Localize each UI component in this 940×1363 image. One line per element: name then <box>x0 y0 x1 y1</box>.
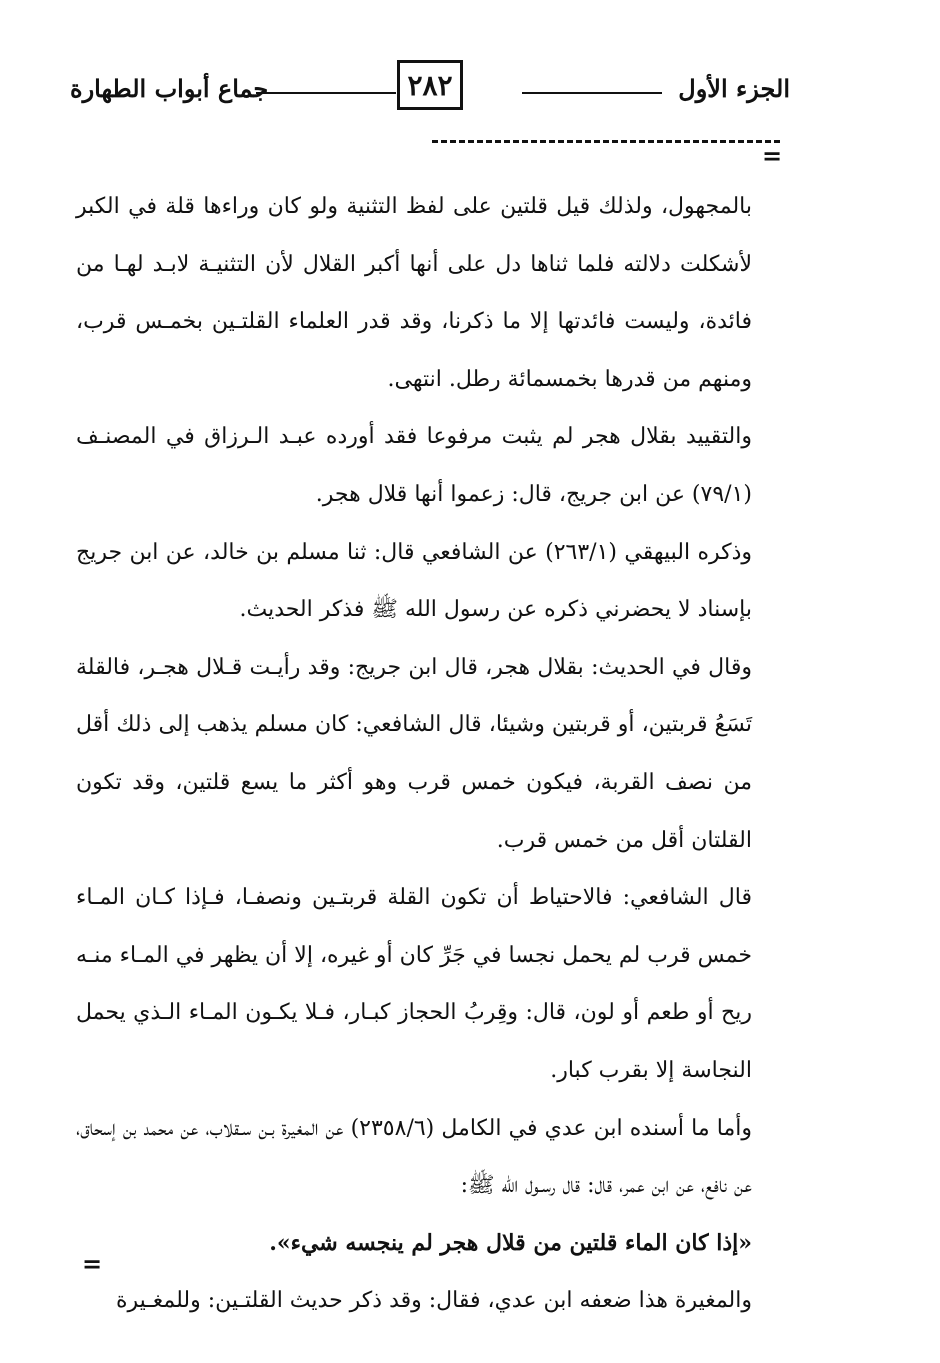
page-body <box>76 178 752 1330</box>
paragraph-6: وأما ما أسنده ابن عدي في الكامل (٢٣٥٨/٦) عن المغيرة بـن سـقلاب، عن محمد بن إسحاق، عن نافع، عن ابن عمر، قال: قال رسـول الله ﷺ: <box>76 1115 752 1199</box>
paragraph-3: وذكره البيهقي (٢٦٣/١) عن الشافعي قال: ثنا مسلم بن خالد، عن ابن جريج بإسناد لا يحضرني ذكره عن رسول الله ﷺ فذكر الحديث. <box>76 539 753 623</box>
continuation-mark-bottom: = <box>82 1249 103 1278</box>
paragraph-7: والمغيرة هذا ضعفه ابن عدي، فقال: وقد ذكر حديث القلتـين: وللمغـيرة <box>116 1288 752 1314</box>
header-rule-right <box>522 92 662 94</box>
continuation-mark-top: = <box>762 141 783 170</box>
volume-label: الجزء الأول <box>678 74 790 103</box>
hadith-quote: «إذا كان الماء قلتين من قلال هجر لم ينجسه شيء». <box>269 1229 752 1256</box>
header-rule-left <box>256 92 396 94</box>
paragraph-1: بالمجهول، ولذلك قيل قلتين على لفظ التثنية ولو كان وراءها قلة في الكبر لأشكلت دلالته فلما ثناها دل على أنها أكبر القلال لأن التثنيـة لابـد لهـا من فائدة، وليست فائدتها إلا ما ذكرنا، وقد قدر العلماء القلتـين بخمـس قرب، ومنهم من قدرها بخمسمائة رطل. انتهى. <box>76 194 752 392</box>
chapter-title: جماع أبواب الطهارة <box>70 74 269 103</box>
paragraph-5: قال الشافعي: فالاحتياط أن تكون القلة قربتـين ونصفـا، فـإذا كـان المـاء خمس قرب لم يحمل نجسا في جَرِّ كان أو غيره، إلا أن يظهر في المـاء منـه ريح أو طعم أو لون، قال: وقِربُ الحجاز كبـار، فـلا يكـون المـاء الـذي يحمل النجاسة إلا بقرب كبار. <box>76 885 752 1083</box>
paragraph-2: والتقييد بقلال هجر لم يثبت مرفوعا فقد أورده عبـد الـرزاق في المصنـف (٧٩/١) عن ابن جريج، قال: زعموا أنها قلال هجر. <box>76 424 752 507</box>
paragraph-4: وقال في الحديث: بقلال هجر، قال ابن جريج: وقد رأيـت قـلال هجـر، فالقلة تَسَعُ قربتين، أو قربتين وشيئا، قال الشافعي: كان مسلم يذهب إلى ذلك أقل من نصف القربة، فيكون خمس قرب وهو أكثر ما يسع قلتين، وقد تكون القلتان أقل من خمس قرب. <box>76 654 752 853</box>
page-header <box>70 60 790 120</box>
dashed-divider <box>432 140 780 143</box>
page-number: ٢٨٢ <box>397 60 463 110</box>
